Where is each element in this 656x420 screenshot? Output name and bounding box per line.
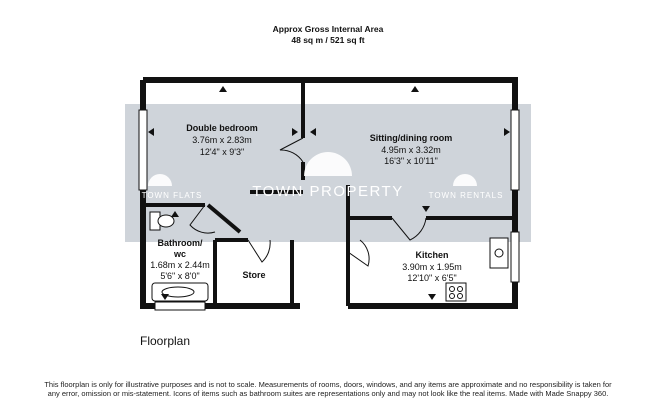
sitting-room-imperial: 16'3" x 10'11" <box>384 156 438 166</box>
bathroom-imperial: 5'6" x 8'0" <box>160 271 200 281</box>
kitchen-metric: 3.90m x 1.95m <box>402 262 462 272</box>
kitchen-name: Kitchen <box>415 250 449 260</box>
sitting-room-metric: 4.95m x 3.32m <box>381 145 441 155</box>
area-header-title: Approx Gross Internal Area <box>272 24 384 34</box>
area-header-size: 48 sq m / 521 sq ft <box>291 35 365 45</box>
floorplan-title: Floorplan <box>140 334 191 348</box>
bedroom-metric: 3.76m x 2.83m <box>192 135 252 145</box>
bathroom-name-line2: wc <box>173 249 187 259</box>
disclaimer: This floorplan is only for illustrative purposes and is not to scale. Measurements of rooms, doors, windows, and any items are approximate and no responsibility is taken for any error, omission or mis-statement. Icons of items such as bathroom suites are representations only and may not look like the real items. Made with Made Snappy 360. <box>44 380 612 398</box>
watermark-right: TOWN RENTALS <box>428 191 504 200</box>
bathroom-metric: 1.68m x 2.44m <box>150 260 210 270</box>
bedroom-imperial: 12'4" x 9'3" <box>199 147 245 157</box>
watermark-left: TOWN FLATS <box>141 191 203 200</box>
sitting-room-name: Sitting/dining room <box>369 133 453 143</box>
watermark-center: TOWN PROPERTY <box>252 183 404 200</box>
bathroom-name-line1: Bathroom/ <box>157 238 203 248</box>
store-name: Store <box>242 270 266 280</box>
kitchen-imperial: 12'10" x 6'5" <box>407 273 457 283</box>
bedroom-name: Double bedroom <box>186 123 258 133</box>
